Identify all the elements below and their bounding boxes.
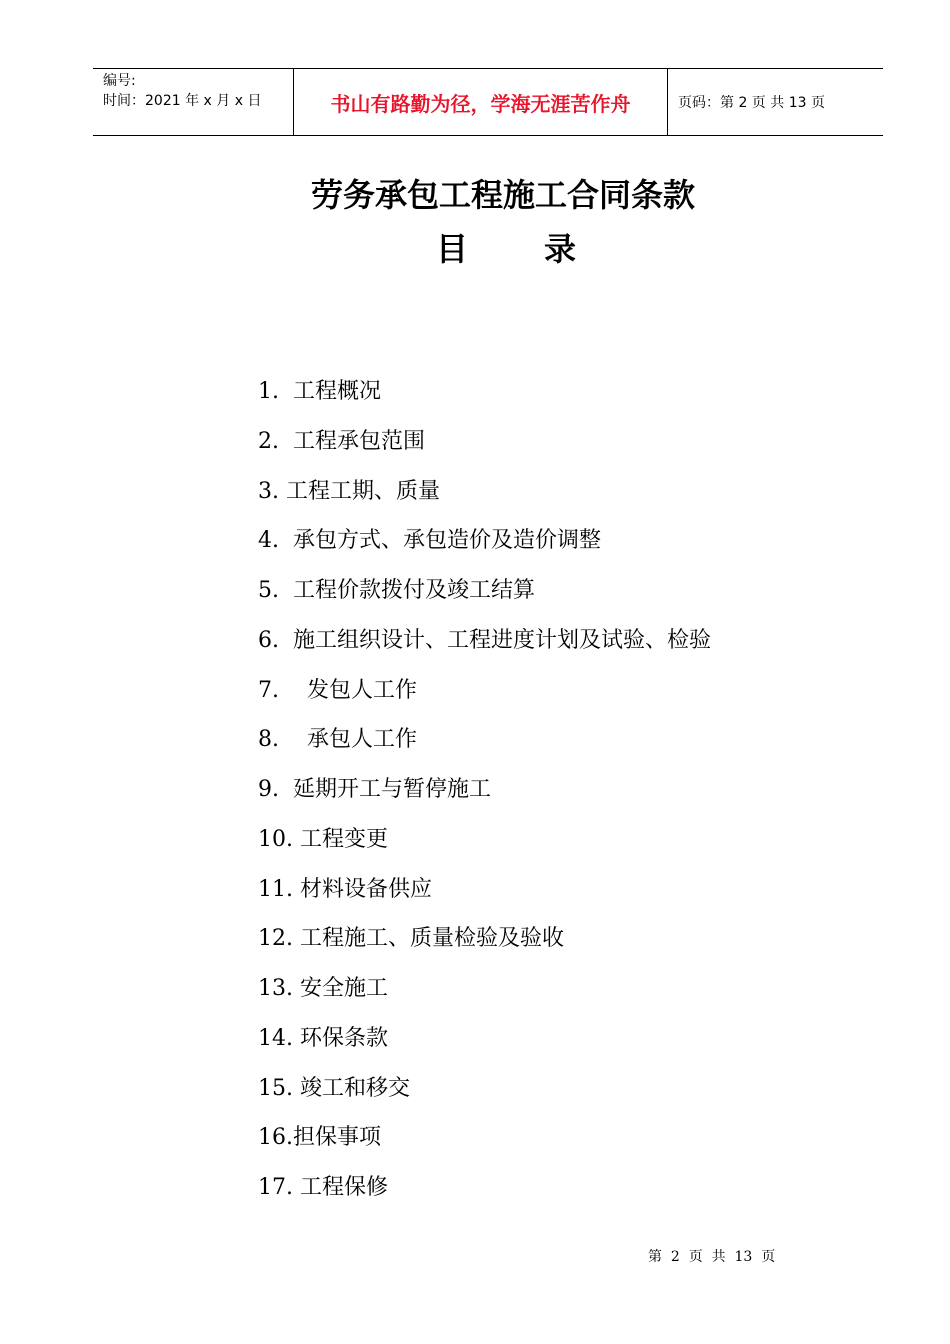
toc-item: 8. 承包人工作: [258, 727, 417, 753]
toc-item: 4. 承包方式、承包造价及造价调整: [258, 528, 601, 554]
toc-item: 17. 工程保修: [258, 1175, 388, 1200]
toc-item: 7. 发包人工作: [258, 677, 417, 703]
page-header: [93, 68, 883, 136]
toc-item: 5. 工程价款拨付及竣工结算: [258, 578, 535, 603]
toc-item: 2. 工程承包范围: [258, 428, 425, 454]
date-label: 时间：2021 年 x 月 x 日: [103, 93, 262, 109]
toc-item: 3. 工程工期、质量: [258, 478, 440, 504]
motto-text: 书山有路勤为径，学海无涯苦作舟: [330, 91, 631, 116]
subtitle-left: 目: [436, 230, 469, 268]
toc-item: 9. 延期开工与暂停施工: [258, 777, 491, 802]
document-title: 劳务承包工程施工合同条款: [310, 176, 695, 214]
toc-item: 12. 工程施工、质量检验及验收: [258, 926, 564, 952]
toc-item: 11. 材料设备供应: [258, 876, 432, 902]
header-page-info: 页码：第 2 页 共 13 页: [678, 95, 825, 111]
header-meta-cell: [93, 69, 294, 135]
toc-item: 1. 工程概况: [258, 379, 381, 404]
toc-item: 16.担保事项: [258, 1125, 381, 1151]
toc-item: 10. 工程变更: [258, 826, 388, 852]
subtitle-right: 录: [543, 230, 576, 268]
header-page-cell: [668, 69, 883, 135]
toc-item: 13. 安全施工: [258, 976, 388, 1001]
toc-item: 15. 竣工和移交: [258, 1075, 410, 1101]
table-of-contents: [258, 372, 711, 1218]
toc-item: 14. 环保条款: [258, 1025, 388, 1051]
page-footer: 第 2 页 共 13 页: [648, 1249, 776, 1265]
header-motto-cell: [294, 69, 668, 135]
document-subtitle: [436, 224, 576, 270]
toc-item: 6. 施工组织设计、工程进度计划及试验、检验: [258, 627, 711, 653]
number-label: 编号:: [103, 73, 136, 89]
